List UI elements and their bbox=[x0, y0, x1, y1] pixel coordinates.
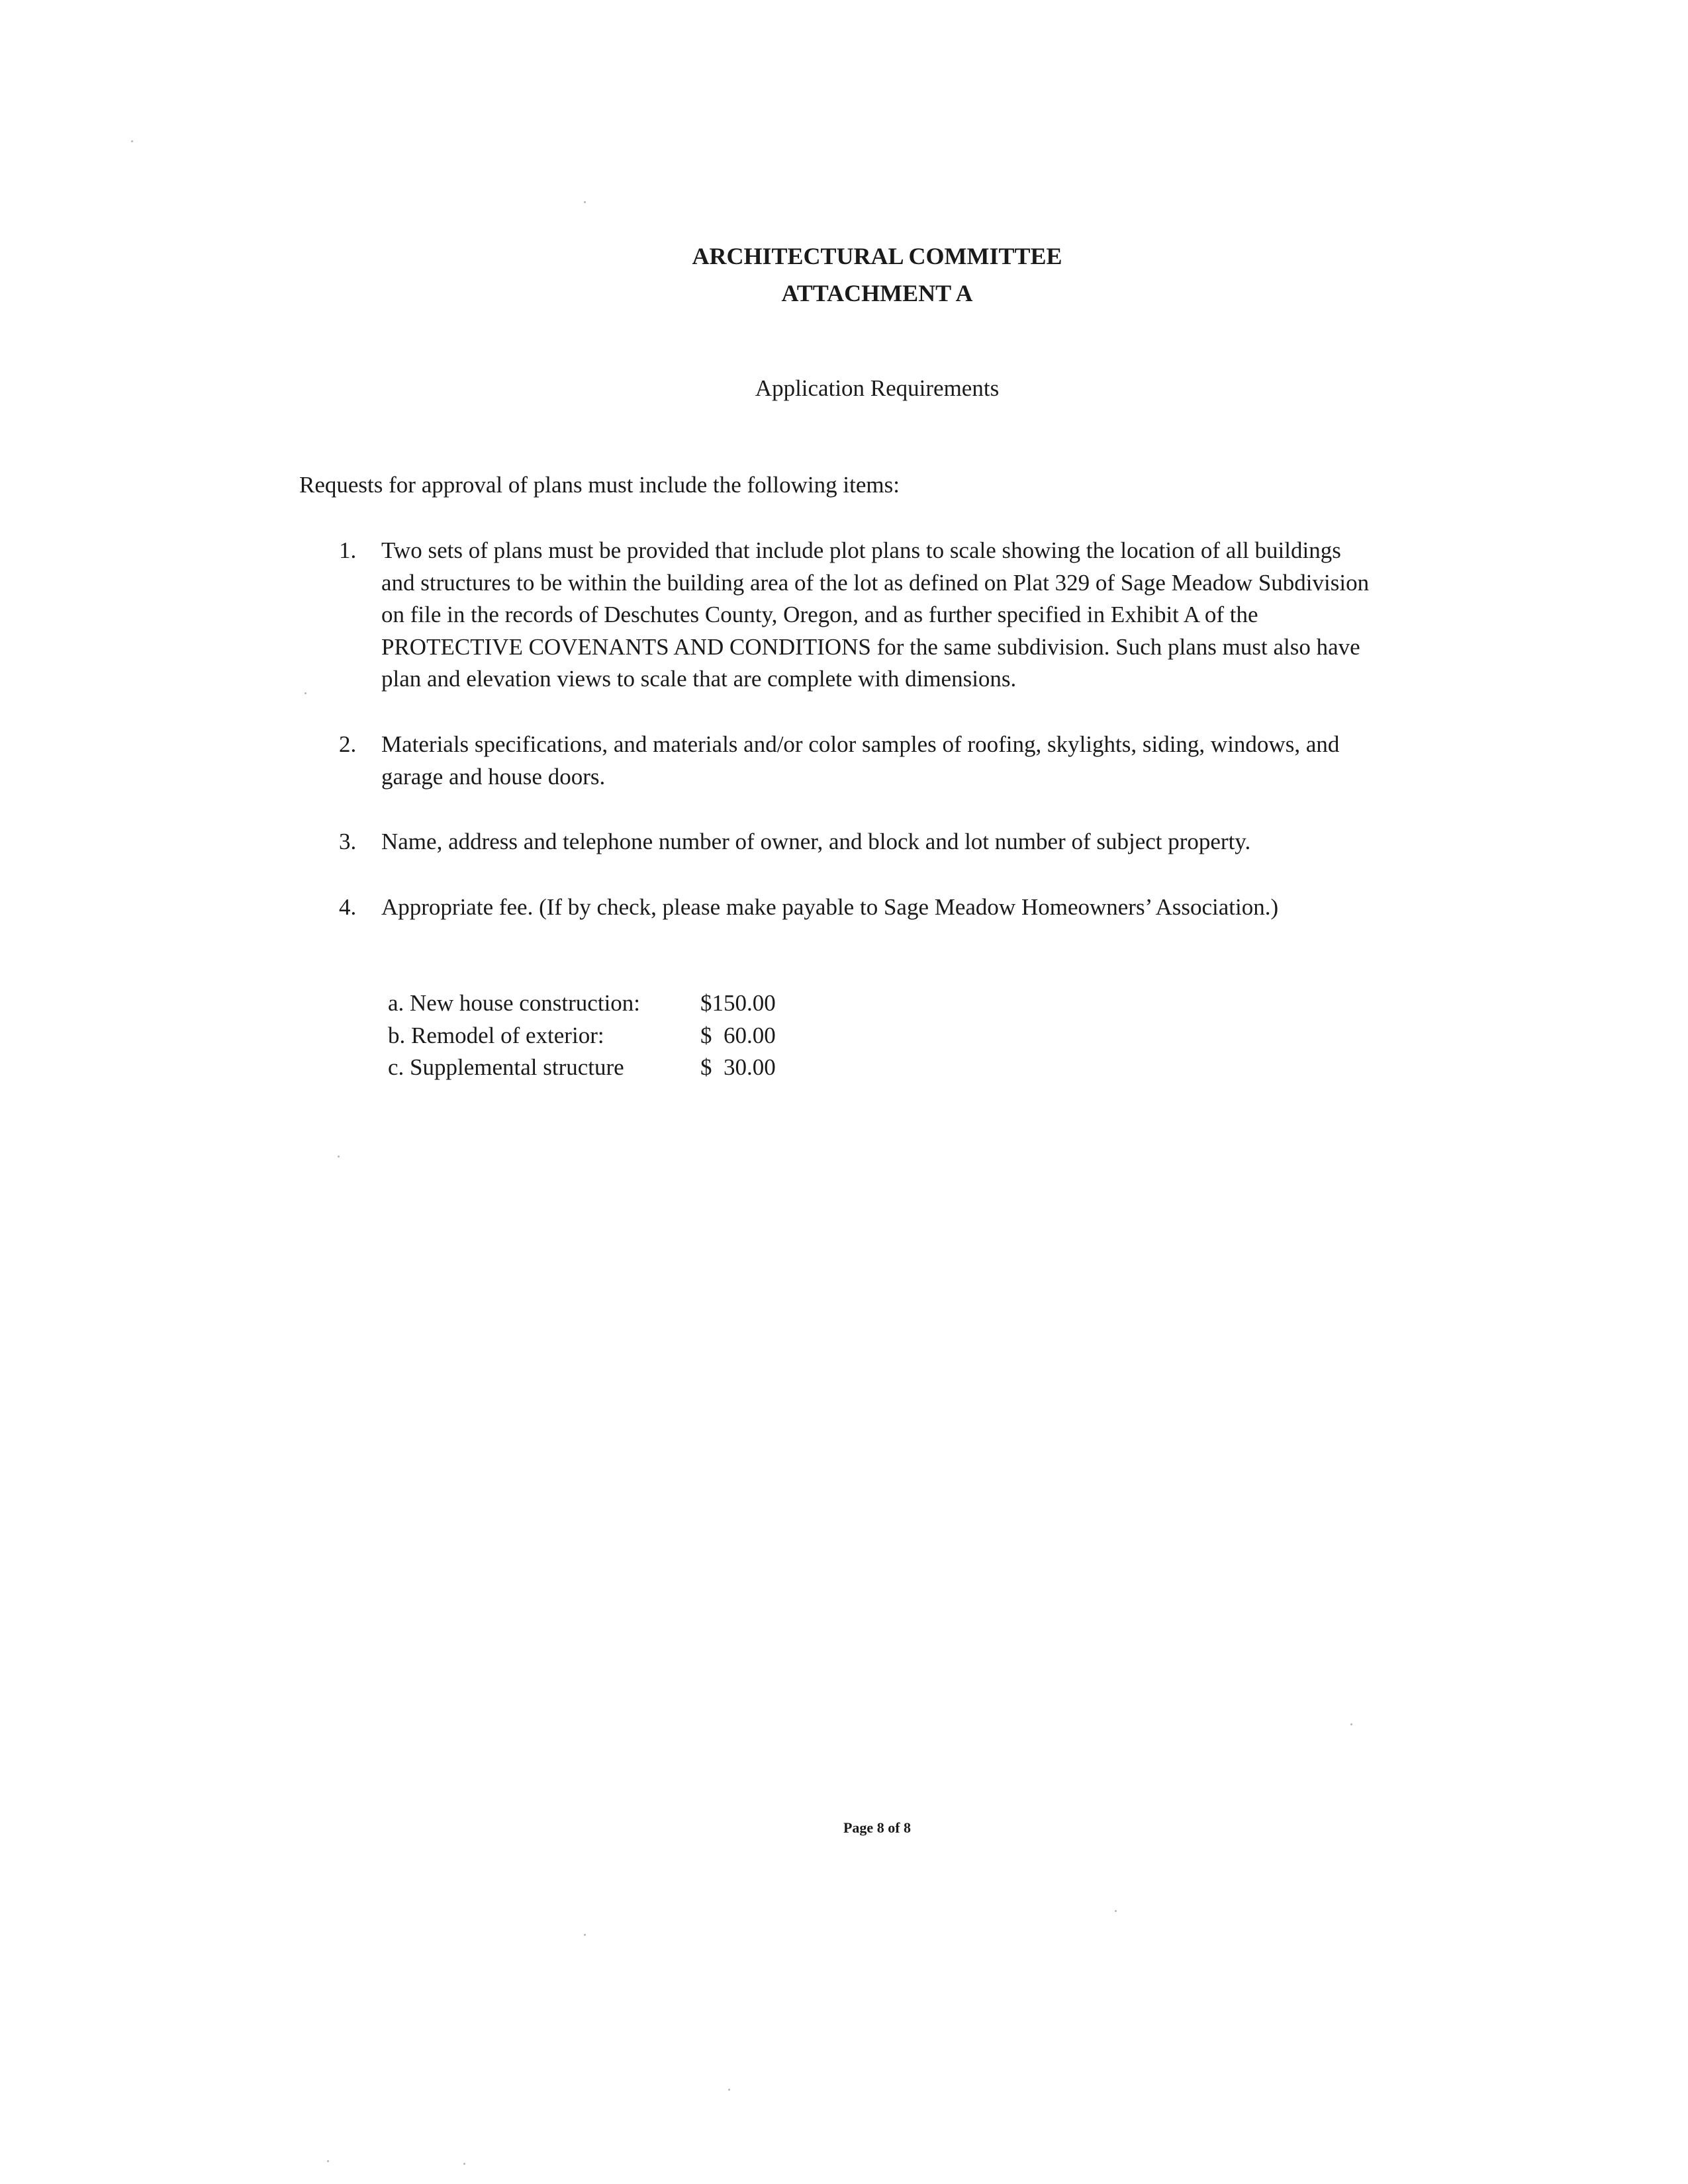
requirement-text: Materials specifications, and materials and/or color samples of roofing, skylights, siding, windows, and garage and house doors. bbox=[381, 731, 1340, 790]
requirement-number: 1. bbox=[339, 537, 357, 563]
scan-speck bbox=[584, 201, 586, 203]
intro-paragraph: Requests for approval of plans must include the following items: bbox=[299, 472, 900, 498]
fee-label: b. Remodel of exterior: bbox=[388, 1022, 604, 1048]
fee-schedule bbox=[388, 987, 776, 1084]
scan-speck bbox=[131, 140, 133, 142]
requirement-item-3 bbox=[339, 826, 1372, 858]
requirement-text: Appropriate fee. (If by check, please make payable to Sage Meadow Homeowners’ Association.) bbox=[381, 893, 1279, 920]
document-title: ARCHITECTURAL COMMITTEE bbox=[692, 243, 1062, 269]
fee-row bbox=[388, 1020, 776, 1052]
requirement-number: 3. bbox=[339, 829, 357, 855]
fee-amount: $150.00 bbox=[700, 990, 776, 1016]
scan-speck bbox=[1350, 1723, 1352, 1725]
page-number: Page 8 of 8 bbox=[843, 1819, 912, 1836]
requirement-number: 4. bbox=[339, 893, 357, 920]
section-heading: Application Requirements bbox=[755, 375, 1000, 401]
document-subtitle: ATTACHMENT A bbox=[781, 280, 973, 306]
fee-amount: $ 60.00 bbox=[700, 1022, 776, 1048]
scan-speck bbox=[338, 1156, 340, 1158]
requirement-item-2 bbox=[339, 729, 1372, 793]
scan-speck bbox=[327, 2160, 329, 2162]
requirement-text: Name, address and telephone number of owner, and block and lot number of subject property. bbox=[381, 829, 1251, 855]
fee-label: a. New house construction: bbox=[388, 990, 641, 1016]
fee-row bbox=[388, 987, 776, 1020]
requirement-item-1 bbox=[339, 535, 1372, 696]
scan-speck bbox=[584, 1934, 586, 1936]
requirement-item-4 bbox=[339, 891, 1372, 924]
requirement-text: Two sets of plans must be provided that include plot plans to scale showing the location of all buildings and structures to be within the building area of the lot as defined on Plat 329 of Sage Meadow Subdivision on file in the records of Deschutes County, Oregon, and as further specified in Exhibit A of the PROTECTIVE COVENANTS AND CONDITIONS for the same subdivision. Such plans must also have plan and elevation views to scale that are complete with dimensions. bbox=[381, 537, 1370, 692]
requirements-list bbox=[339, 535, 1372, 956]
scan-speck bbox=[1115, 1910, 1117, 1912]
fee-row bbox=[388, 1052, 776, 1084]
fee-label: c. Supplemental structure bbox=[388, 1054, 624, 1081]
requirement-number: 2. bbox=[339, 731, 357, 757]
fee-amount: $ 30.00 bbox=[700, 1054, 776, 1081]
scan-speck bbox=[728, 2089, 730, 2091]
scan-speck bbox=[463, 2163, 465, 2165]
scan-speck bbox=[305, 692, 306, 694]
